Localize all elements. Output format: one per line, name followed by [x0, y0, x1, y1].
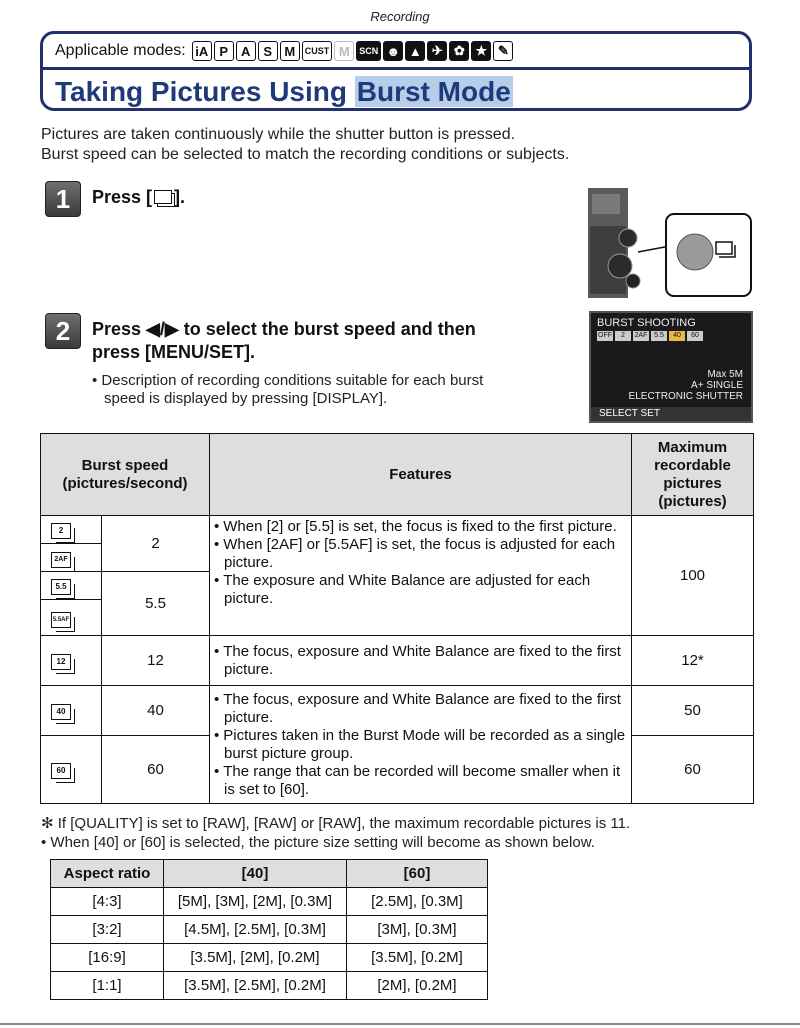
aspect-header: Aspect ratio [51, 860, 164, 888]
step-2-line-1: Press ◀/▶ to select the burst speed and then [92, 319, 476, 339]
features-cell [210, 636, 632, 686]
lcd-burst-menu-screen [589, 311, 753, 423]
burst-12-icon: 12 [51, 654, 71, 670]
scene-mode-icon: SCN [356, 41, 381, 61]
intro-text [41, 125, 569, 165]
aspect-cell: [4.5M], [2.5M], [0.3M] [164, 916, 347, 944]
feature-item: • The range that can be recorded will become smaller when it is set to [60]. [214, 763, 627, 799]
aspect-cell: [3:2] [51, 916, 164, 944]
table-row [41, 516, 754, 544]
features-cell [210, 516, 632, 636]
footnote-picture-size: • When [40] or [60] is selected, the picture size setting will become as shown below. [41, 834, 595, 851]
night-portrait-icon: ★ [471, 41, 491, 61]
burst-icon-cell [41, 686, 102, 736]
page-title [55, 76, 513, 108]
burst-5-5-icon: 5.5 [51, 579, 71, 595]
sports-icon: ✈ [427, 41, 447, 61]
portrait-icon: ☻ [383, 41, 403, 61]
step-2-text [92, 318, 476, 364]
title-box [40, 31, 752, 111]
title-divider [43, 67, 749, 70]
speed-cell: 40 [102, 686, 210, 736]
footnote-quality: ✻ If [QUALITY] is set to [RAW], [RAW] or [RAW], the maximum recordable pictures is 11. [41, 815, 631, 832]
lcd-icon: 5.5 [651, 331, 667, 341]
burst-2af-icon: 2AF [51, 552, 71, 568]
burst-60-icon: 60 [51, 763, 71, 779]
step-2-note-line-2: speed is displayed by pressing [DISPLAY]. [104, 390, 388, 407]
aspect-cell: [3.5M], [2M], [0.2M] [164, 944, 347, 972]
step-1-text [92, 186, 185, 209]
aspect-cell: [16:9] [51, 944, 164, 972]
step-1-text-before: Press [ [92, 187, 153, 207]
burst-button-icon [154, 190, 172, 204]
lcd-info-line: Max 5M [707, 369, 743, 380]
burst-icon-cell [41, 636, 102, 686]
aspect-header: [60] [347, 860, 488, 888]
table-row [51, 944, 488, 972]
speed-cell: 60 [102, 736, 210, 804]
lcd-icon: 2AF [634, 332, 648, 339]
aspect-ratio-table [50, 859, 488, 1000]
lcd-burst-icons [597, 331, 703, 341]
speed-cell: 2 [102, 516, 210, 572]
burst-40-icon: 40 [51, 704, 71, 720]
creative-control-icon: ✎ [493, 41, 513, 61]
lcd-bottom-bar: SELECT SET [591, 407, 751, 421]
aspect-cell: [3M], [0.3M] [347, 916, 488, 944]
intelligent-auto-icon: iA [192, 41, 212, 61]
camera-burst-button-illustration [588, 186, 753, 298]
feature-item: • The focus, exposure and White Balance are fixed to the first picture. [214, 643, 627, 679]
aspect-cell: [2.5M], [0.3M] [347, 888, 488, 916]
aspect-cell: [4:3] [51, 888, 164, 916]
burst-icon-cell [41, 736, 102, 804]
feature-item: • The exposure and White Balance are adjusted for each picture. [214, 572, 627, 608]
speed-cell: 12 [102, 636, 210, 686]
max-cell: 60 [632, 736, 754, 804]
step-2-note-line-1: • Description of recording conditions suitable for each burst [92, 372, 484, 389]
lcd-info [629, 369, 743, 402]
step-1-number: 1 [45, 181, 81, 217]
lcd-icon: 60 [687, 331, 703, 341]
table-row [51, 916, 488, 944]
bottom-rule [0, 1023, 800, 1025]
intro-line-1: Pictures are taken continuously while the shutter button is pressed. [41, 126, 516, 143]
header-burst-speed: Burst speed (pictures/second) [41, 434, 210, 516]
burst-icon-cell [41, 516, 102, 544]
custom-mode-icon: CUST [302, 41, 333, 61]
feature-item: • When [2] or [5.5] is set, the focus is fixed to the first picture. [214, 518, 627, 536]
feature-item: • Pictures taken in the Burst Mode will be recorded as a single burst picture group. [214, 727, 627, 763]
max-cell: 12* [632, 636, 754, 686]
aspect-cell: [2M], [0.2M] [347, 972, 488, 1000]
table-header-row [41, 434, 754, 516]
step-2-note [92, 372, 483, 408]
aspect-header: [40] [164, 860, 347, 888]
lcd-icon-selected: 40 [669, 331, 685, 341]
lcd-info-line: ELECTRONIC SHUTTER [628, 391, 743, 402]
s-mode-icon: S [258, 41, 278, 61]
step-2-number: 2 [45, 313, 81, 349]
burst-icon-cell [41, 544, 102, 572]
title-prefix: Taking Pictures Using [55, 76, 355, 107]
a-mode-icon: A [236, 41, 256, 61]
header-max-pictures: Maximum recordable pictures (pictures) [632, 434, 754, 516]
aspect-cell: [3.5M], [2.5M], [0.2M] [164, 972, 347, 1000]
feature-item: • The focus, exposure and White Balance are fixed to the first picture. [214, 691, 627, 727]
step-1-text-after: ]. [174, 187, 186, 207]
aspect-header-row [51, 860, 488, 888]
lcd-icon: 2 [615, 331, 631, 341]
modes-label: Applicable modes: [55, 42, 186, 59]
step-2-line-2: press [MENU/SET]. [92, 342, 256, 362]
speed-cell: 5.5 [102, 572, 210, 636]
burst-speed-table [40, 433, 754, 804]
scenery-icon: ▲ [405, 41, 425, 61]
aspect-cell: [1:1] [51, 972, 164, 1000]
table-row [41, 636, 754, 686]
lcd-info-line: A+ SINGLE [691, 380, 743, 391]
header-features: Features [210, 434, 632, 516]
applicable-modes [55, 41, 515, 61]
intro-line-2: Burst speed can be selected to match the recording conditions or subjects. [41, 146, 570, 163]
features-cell [210, 686, 632, 804]
burst-5-5af-icon: 5.5AF [51, 612, 71, 628]
close-up-icon: ✿ [449, 41, 469, 61]
motion-picture-mode-icon: M [334, 41, 354, 61]
max-cell: 50 [632, 686, 754, 736]
page-header: Recording [370, 9, 430, 24]
table-row [51, 888, 488, 916]
lcd-icon: OFF [598, 332, 612, 339]
max-cell: 100 [632, 516, 754, 636]
feature-item: • When [2AF] or [5.5AF] is set, the focus is adjusted for each picture. [214, 536, 627, 572]
mode-icons [192, 41, 516, 61]
burst-2-icon: 2 [51, 523, 71, 539]
table-row [41, 686, 754, 736]
burst-icon-cell [41, 600, 102, 636]
burst-icon-cell [41, 572, 102, 600]
title-highlight: Burst Mode [356, 76, 511, 107]
p-mode-icon: P [214, 41, 234, 61]
lcd-title: BURST SHOOTING [597, 317, 696, 329]
aspect-cell: [3.5M], [0.2M] [347, 944, 488, 972]
aspect-cell: [5M], [3M], [2M], [0.3M] [164, 888, 347, 916]
table-row [51, 972, 488, 1000]
m-mode-icon: M [280, 41, 300, 61]
